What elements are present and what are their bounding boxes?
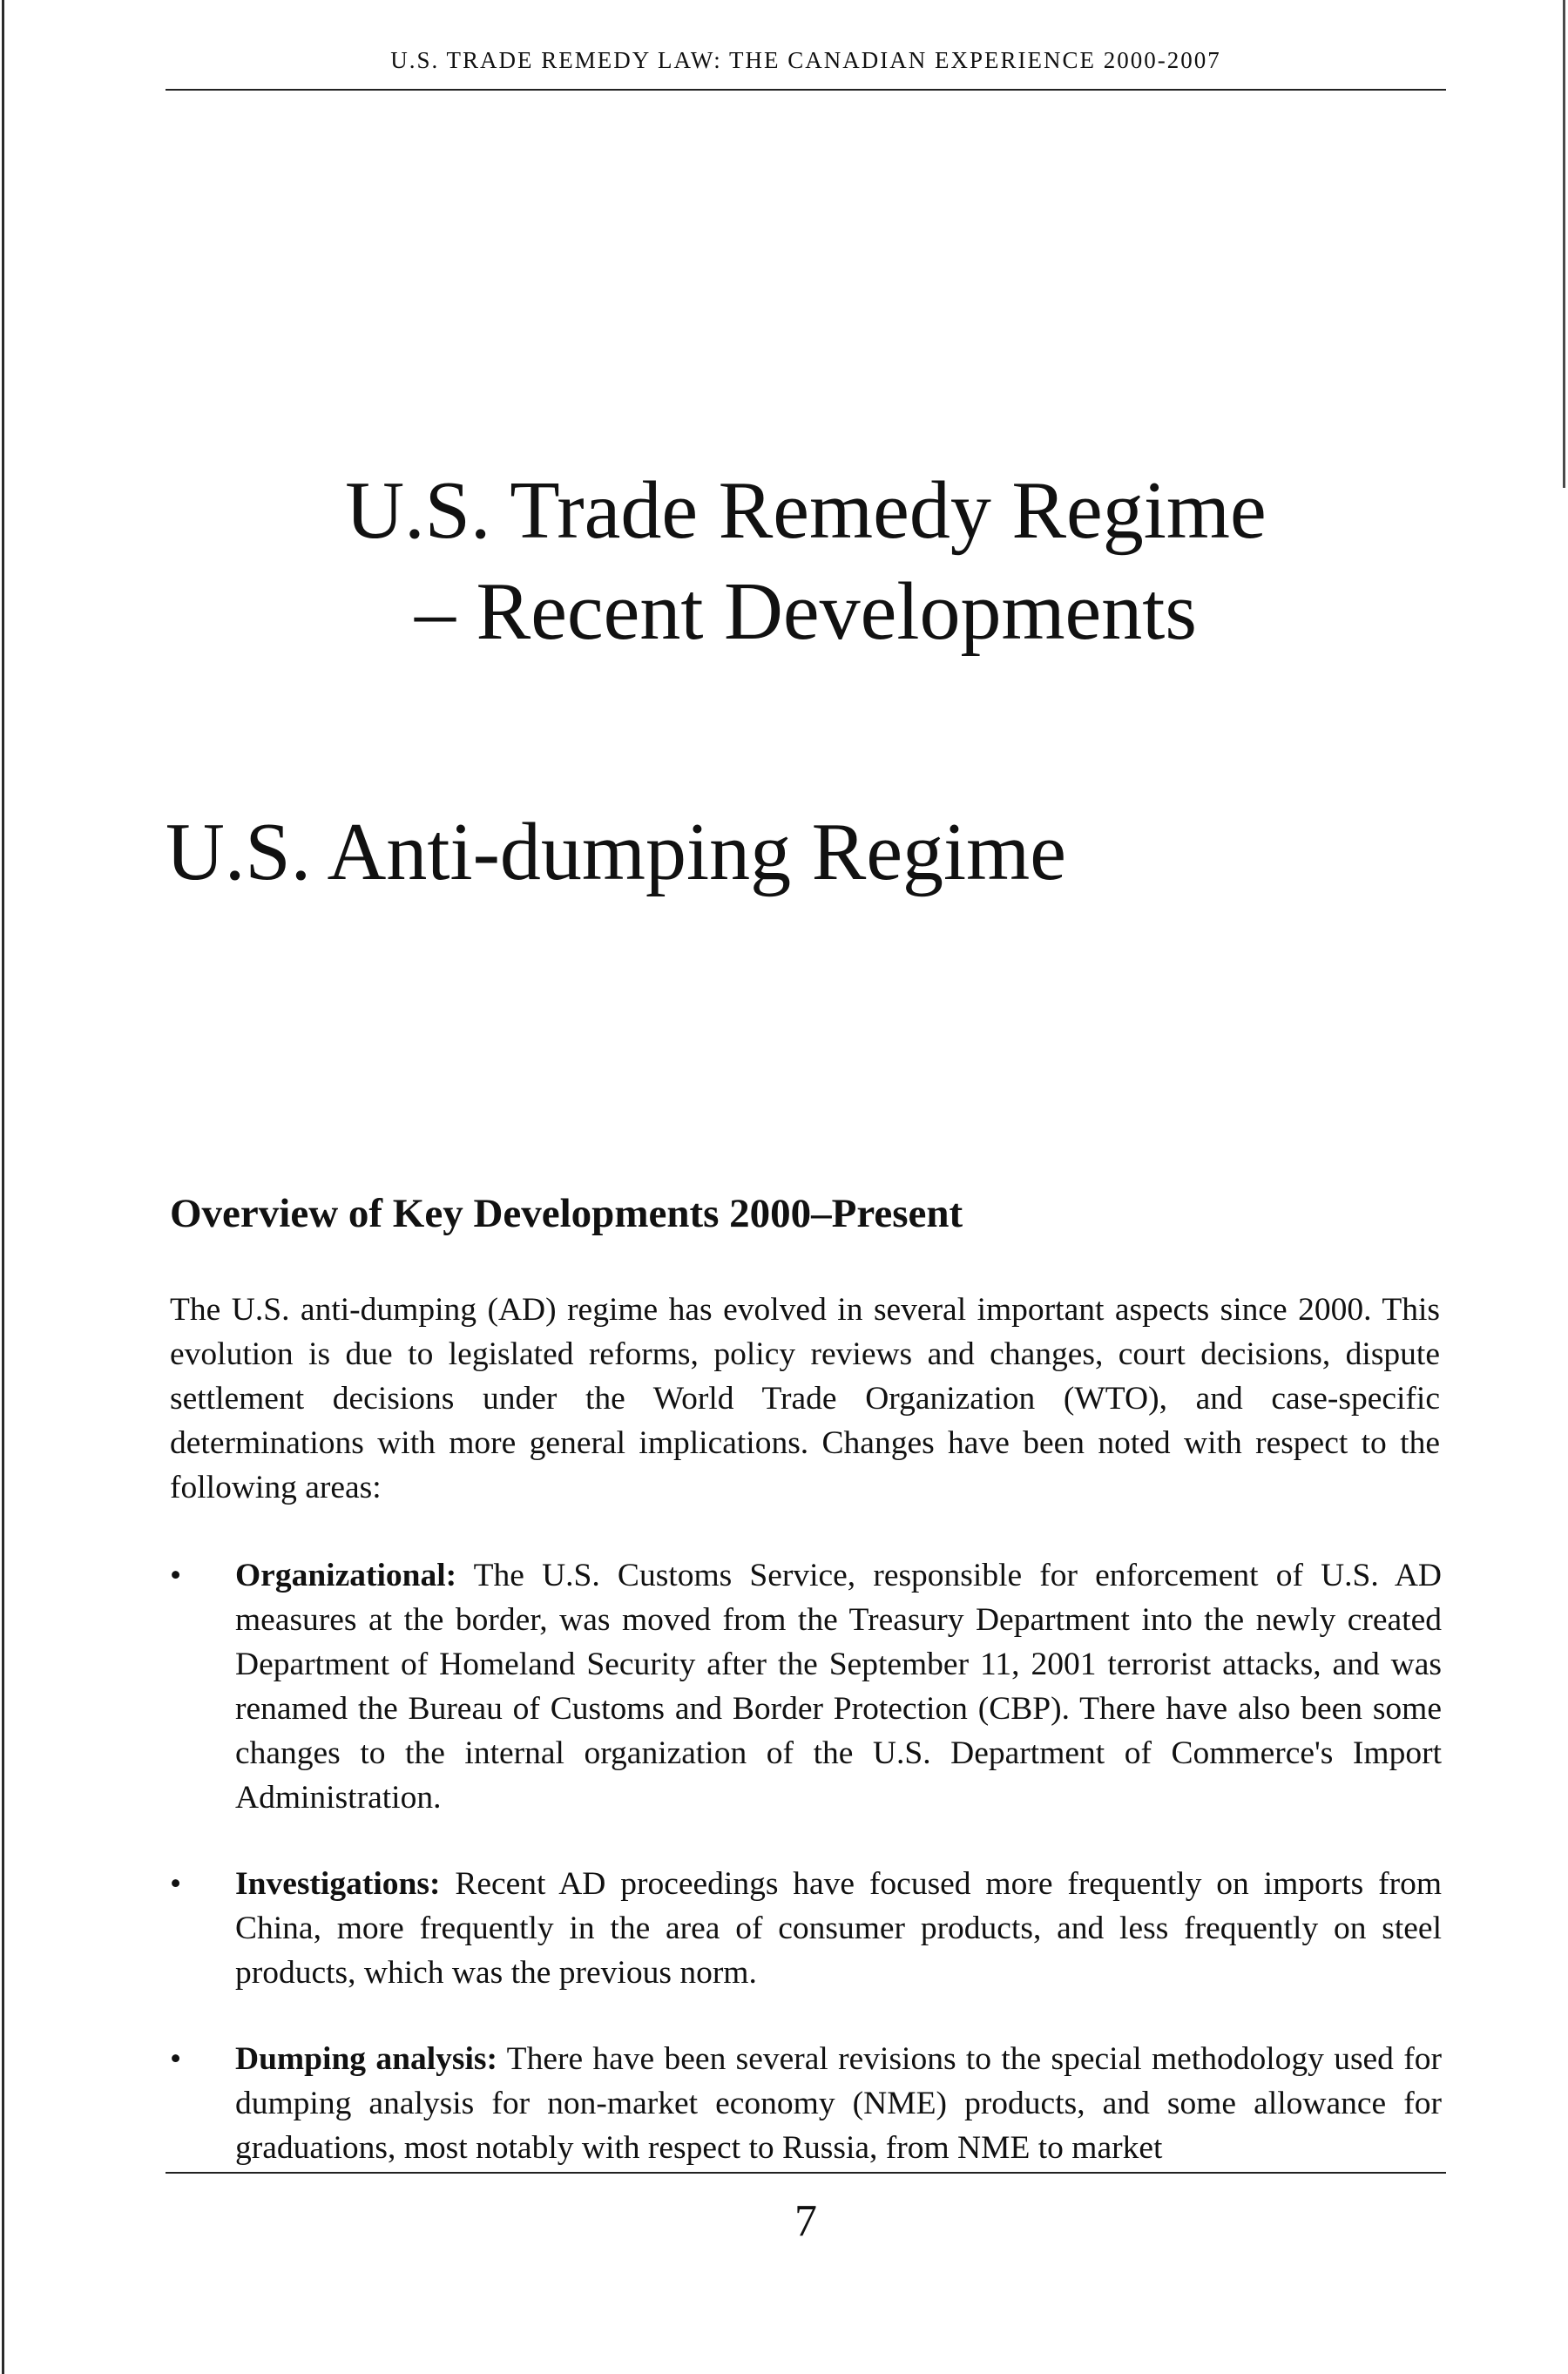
scan-left-edge [2, 0, 4, 2374]
list-item-investigations [170, 1862, 1442, 1995]
developments-list [170, 1553, 1442, 2212]
header-rule [166, 89, 1446, 91]
section-title: U.S. Anti-dumping Regime [166, 807, 1066, 897]
list-item-organizational [170, 1553, 1442, 1820]
bullet-text: There have been several revisions to the special methodology used for dumping analysis for non-market economy (NME) products, and some allowance for graduations, most notably with respect to Russia, from NME to market [235, 2041, 1442, 2166]
list-item-dumping-analysis [170, 2037, 1442, 2170]
bullet-icon: • [170, 1866, 182, 1902]
bullet-text: Recent AD proceedings have focused more frequently on imports from China, more frequently in the area of consumer products, and less frequently on steel products, which was the previous norm. [235, 1866, 1443, 1991]
chapter-title [166, 460, 1446, 662]
bullet-term: Dumping analysis: [235, 2041, 497, 2077]
bullet-text: The U.S. Customs Service, responsible for enforcement of U.S. AD measures at the border, was moved from the Treasury Department into the newly created Department of Homeland Security after the September 11, 2001 terrorist attacks, and was renamed the Bureau of Customs and Border Protection (CBP). There have also been some changes to the internal organization of the U.S. Department of Commerce's Import Administration. [235, 1558, 1443, 1816]
bullet-term: Organizational: [235, 1558, 457, 1593]
subsection-title: Overview of Key Developments 2000–Present [170, 1191, 963, 1236]
page-number: 7 [794, 2196, 817, 2246]
chapter-title-line-1: U.S. Trade Remedy Regime [345, 465, 1267, 556]
bullet-term: Investigations: [235, 1866, 441, 1902]
running-head: U.S. TRADE REMEDY LAW: THE CANADIAN EXPERIENCE 2000-2007 [390, 47, 1221, 73]
intro-paragraph: The U.S. anti-dumping (AD) regime has evolved in several important aspects since 2000. This evolution is due to legislated reforms, policy reviews and changes, court decisions, dispute settlement decisions under the World Trade Organization (WTO), and case-specific determinations with more general implications. Changes have been noted with respect to the following areas: [170, 1292, 1440, 1505]
bullet-icon: • [170, 2041, 182, 2077]
chapter-title-line-2: – Recent Developments [415, 566, 1197, 657]
bullet-icon: • [170, 1558, 182, 1593]
footer-rule [166, 2172, 1446, 2174]
scan-right-edge [1563, 0, 1565, 488]
